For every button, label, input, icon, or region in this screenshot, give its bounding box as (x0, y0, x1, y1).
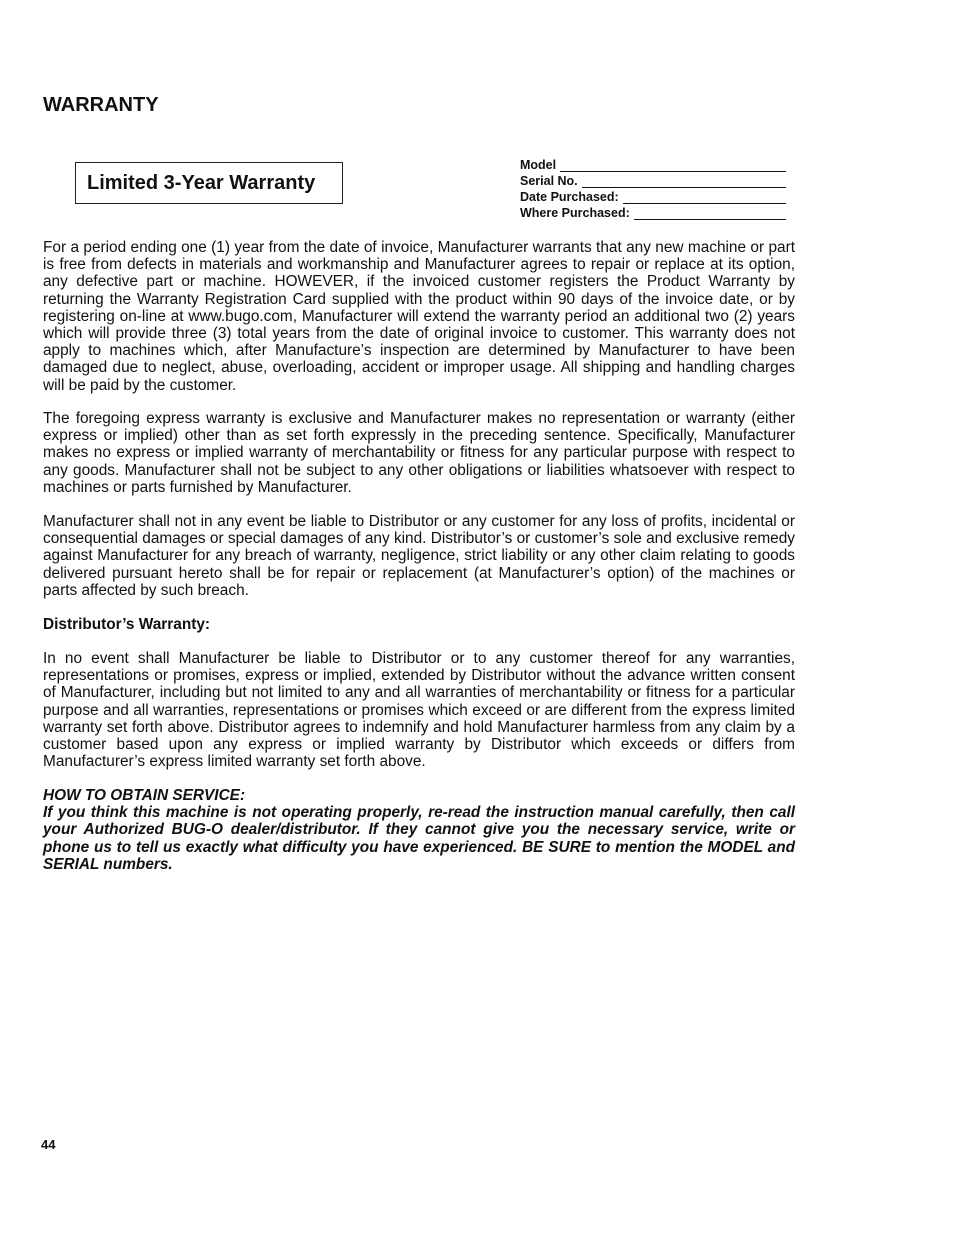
express-warranty-paragraph: The foregoing express warranty is exclusive and Manufacturer makes no representation or warranty (either express or implied) other than as set forth expressly in the preceding sentence. Specifically, Manufacturer makes no express or implied warranty of merchantability or fitness for any particular purpose with respect to any goods. Manufacturer shall not be subject to any other obligations or liabilities whatsoever with respect to machines or parts furnished by Manufacturer. (43, 410, 795, 496)
page-title: WARRANTY (43, 94, 159, 116)
limited-warranty-box (75, 162, 343, 204)
serial-no-blank-line (582, 176, 786, 188)
registration-form (520, 156, 786, 220)
warranty-terms-paragraph: For a period ending one (1) year from the date of invoice, Manufacturer warrants that any new machine or part is free from defects in materials and workmanship and Manufacturer agrees to repair or replace at its option, any defective part or machine. HOWEVER, if the invoiced customer registers the Product Warranty by returning the Warranty Registration Card supplied with the product within 90 days of the invoice date, or by registering on-line at www.bugo.com, Manufacturer will extend the warranty period an additional two (2) years which will provide three (3) total years from the date of original invoice to customer. This warranty does not apply to machines which, after Manufacture’s inspection are determined by Manufacturer to have been damaged due to neglect, abuse, overloading, accident or improper usage. All shipping and handling charges will be paid by the customer. (43, 239, 795, 394)
service-section (43, 787, 795, 873)
model-label: Model (520, 158, 557, 172)
model-field (520, 156, 786, 172)
date-purchased-field (520, 188, 786, 204)
liability-paragraph: Manufacturer shall not in any event be liable to Distributor or any customer for any loss of profits, incidental or consequential damages or special damages of any kind. Distributor’s or customer’s sole and exclusive remedy against Manufacturer for any breach of warranty, negligence, strict liability or any other claim relating to goods delivered pursuant hereto shall be for repair or replacement (at Manufacturer’s option) of the machines or parts affected by such breach. (43, 513, 795, 599)
date-purchased-label: Date Purchased: (520, 190, 619, 204)
page-number: 44 (41, 1137, 56, 1152)
model-blank-line (560, 160, 786, 172)
service-heading: HOW TO OBTAIN SERVICE: (43, 787, 246, 804)
distributor-warranty-paragraph: In no event shall Manufacturer be liable to Distributor or to any customer thereof for any warranties, representations or promises, express or implied, extended by Distributor without the advance written consent of Manufacturer, including but not limited to any and all warranties of merchantability or fitness for a particular purpose and all warranties, representations or promises which exceed or are different from the express limited warranty set forth above. Distributor agrees to indemnify and hold Manufacturer harmless from any claim by a customer based upon any express or implied warranty by Distributor which exceeds or differs from Manufacturer’s express limited warranty set forth above. (43, 650, 795, 771)
service-instructions: If you think this machine is not operating properly, re-read the instruction manual carefully, then call your Authorized BUG-O dealer/distributor. If they cannot give you the necessary service, write or phone us to tell us exactly what difficulty you have experienced. BE SURE to mention the MODEL and SERIAL numbers. (43, 804, 795, 873)
limited-warranty-label: Limited 3-Year Warranty (87, 171, 316, 194)
where-purchased-field (520, 204, 786, 220)
where-purchased-blank-line (634, 208, 786, 220)
serial-no-field (520, 172, 786, 188)
distributor-warranty-heading: Distributor’s Warranty: (43, 616, 211, 633)
serial-no-label: Serial No. (520, 174, 578, 188)
where-purchased-label: Where Purchased: (520, 206, 630, 220)
date-purchased-blank-line (623, 192, 786, 204)
